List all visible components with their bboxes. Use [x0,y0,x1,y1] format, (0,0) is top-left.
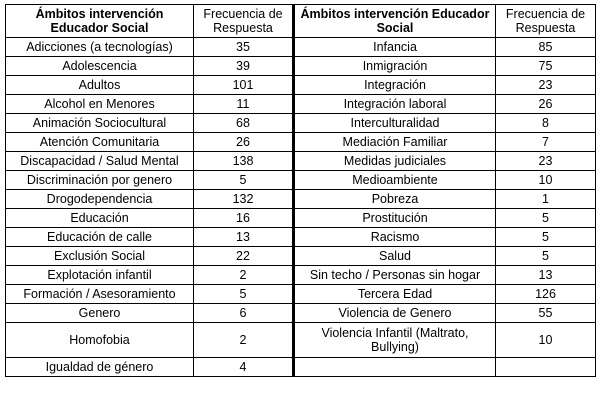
frequency-table-container [5,4,595,398]
table-row [6,209,596,228]
left-area-cell: Formación / Asesoramiento [6,285,194,304]
header-row [6,5,596,38]
left-frequency-cell: 11 [194,95,294,114]
left-area-cell: Igualdad de género [6,358,194,377]
left-frequency-cell: 4 [194,358,294,377]
table-row [6,190,596,209]
right-area-cell: Interculturalidad [294,114,496,133]
left-frequency-cell: 16 [194,209,294,228]
left-frequency-cell: 2 [194,323,294,358]
left-frequency-cell: 22 [194,247,294,266]
left-area-cell: Explotación infantil [6,266,194,285]
right-frequency-cell: 85 [496,38,596,57]
table-row [6,266,596,285]
left-frequency-cell: 5 [194,285,294,304]
right-frequency-cell [496,358,596,377]
right-frequency-cell: 10 [496,323,596,358]
right-frequency-cell: 55 [496,304,596,323]
left-area-cell: Atención Comunitaria [6,133,194,152]
left-frequency-cell: 2 [194,266,294,285]
left-frequency-cell: 26 [194,133,294,152]
right-frequency-cell: 5 [496,209,596,228]
right-frequency-cell: 10 [496,171,596,190]
right-area-cell: Integración [294,76,496,95]
right-area-cell: Medidas judiciales [294,152,496,171]
right-area-cell: Violencia Infantil (Maltrato, Bullying) [294,323,496,358]
table-body [6,5,596,377]
table-row [6,285,596,304]
table-row [6,152,596,171]
left-frequency-cell: 39 [194,57,294,76]
right-frequency-cell: 5 [496,228,596,247]
left-area-cell: Adolescencia [6,57,194,76]
left-area-cell: Discriminación por genero [6,171,194,190]
right-frequency-cell: 23 [496,76,596,95]
left-frequency-cell: 132 [194,190,294,209]
left-area-cell: Adultos [6,76,194,95]
right-area-cell: Medioambiente [294,171,496,190]
right-frequency-cell: 26 [496,95,596,114]
right-area-cell: Mediación Familiar [294,133,496,152]
right-frequency-cell: 75 [496,57,596,76]
left-frequency-cell: 35 [194,38,294,57]
header-left-area: Ámbitos intervención Educador Social [6,5,194,38]
right-area-cell: Integración laboral [294,95,496,114]
left-frequency-cell: 13 [194,228,294,247]
table-row [6,304,596,323]
right-frequency-cell: 126 [496,285,596,304]
table-row [6,95,596,114]
right-frequency-cell: 7 [496,133,596,152]
table-row [6,247,596,266]
right-frequency-cell: 23 [496,152,596,171]
table-row [6,171,596,190]
left-area-cell: Genero [6,304,194,323]
right-area-cell: Tercera Edad [294,285,496,304]
right-frequency-cell: 1 [496,190,596,209]
left-area-cell: Homofobia [6,323,194,358]
table-row [6,38,596,57]
table-row [6,133,596,152]
left-frequency-cell: 68 [194,114,294,133]
table-row [6,57,596,76]
right-area-cell: Pobreza [294,190,496,209]
table-row [6,228,596,247]
left-area-cell: Educación [6,209,194,228]
table-row [6,114,596,133]
right-area-cell: Racismo [294,228,496,247]
left-frequency-cell: 138 [194,152,294,171]
header-right-frequency: Frecuencia de Respuesta [496,5,596,38]
left-area-cell: Adicciones (a tecnologías) [6,38,194,57]
right-area-cell: Inmigración [294,57,496,76]
right-frequency-cell: 8 [496,114,596,133]
header-left-frequency: Frecuencia de Respuesta [194,5,294,38]
table-row [6,358,596,377]
left-area-cell: Alcohol en Menores [6,95,194,114]
right-frequency-cell: 5 [496,247,596,266]
left-frequency-cell: 5 [194,171,294,190]
right-area-cell: Infancia [294,38,496,57]
right-area-cell: Violencia de Genero [294,304,496,323]
left-area-cell: Exclusión Social [6,247,194,266]
left-frequency-cell: 6 [194,304,294,323]
table-row [6,323,596,358]
left-area-cell: Educación de calle [6,228,194,247]
right-area-cell: Salud [294,247,496,266]
table-row [6,76,596,95]
right-area-cell: Prostitución [294,209,496,228]
left-area-cell: Drogodependencia [6,190,194,209]
left-frequency-cell: 101 [194,76,294,95]
left-area-cell: Animación Sociocultural [6,114,194,133]
right-frequency-cell: 13 [496,266,596,285]
right-area-cell [294,358,496,377]
right-area-cell: Sin techo / Personas sin hogar [294,266,496,285]
header-right-area: Ámbitos intervención Educador Social [294,5,496,38]
frequency-table [5,4,596,377]
left-area-cell: Discapacidad / Salud Mental [6,152,194,171]
